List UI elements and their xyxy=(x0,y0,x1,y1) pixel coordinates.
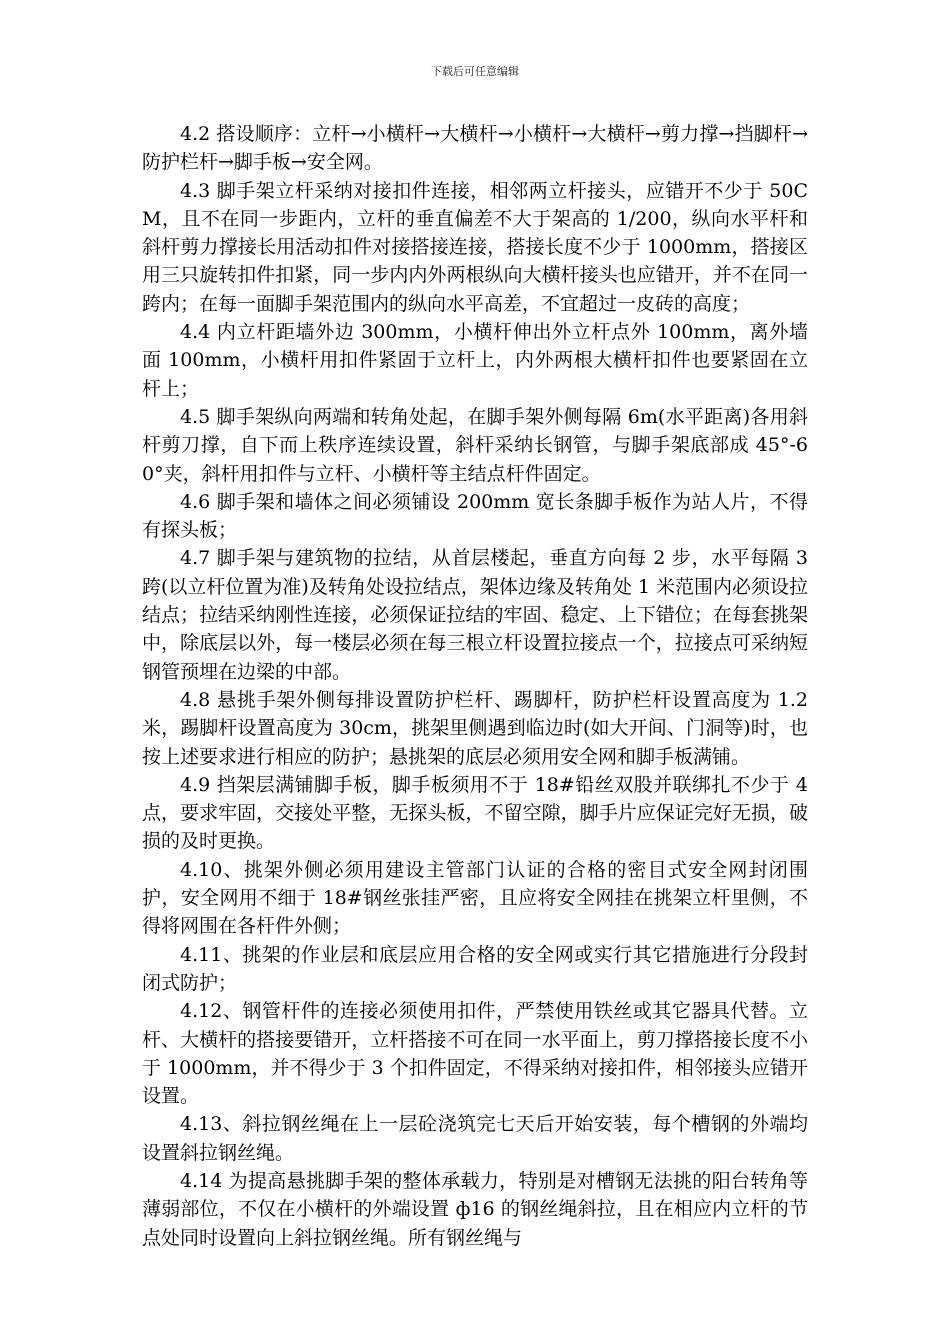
document-body xyxy=(142,120,808,1252)
paragraph-4-13: 4.13、斜拉钢丝绳在上一层砼浇筑完七天后开始安装，每个槽钢的外端均设置斜拉钢丝绳。 xyxy=(142,1113,808,1164)
paragraph-4-12: 4.12、钢管杆件的连接必须使用扣件，严禁使用铁丝或其它器具代替。立杆、大横杆的搭接要错开，立杆搭接不可在同一水平面上，剪刀撑搭接长度不小于 1000mm，并不得少于 3 个扣件固定，不得采纳对接扣件，相邻接头应错开设置。 xyxy=(142,1000,808,1108)
page-header: 下载后可任意编辑 xyxy=(431,65,519,78)
paragraph-4-11: 4.11、挑架的作业层和底层应用合格的安全网或实行其它措施进行分段封闭式防护； xyxy=(142,943,808,994)
paragraph-4-7: 4.7 脚手架与建筑物的拉结，从首层楼起，垂直方向每 2 步，水平每隔 3 跨(以立杆位置为准)及转角处设拉结点，架体边缘及转角处 1 米范围内必须设拉结点；拉结采纳刚性连接，必须保证拉结的牢固、稳定、上下错位；在每套挑架中，除底层以外，每一楼层必须在每三根立杆设置拉接点一个，拉接点可采纳短钢管预埋在边梁的中部。 xyxy=(142,547,808,683)
paragraph-4-10: 4.10、挑架外侧必须用建设主管部门认证的合格的密目式安全网封闭围护，安全网用不细于 18#钢丝张挂严密，且应将安全网挂在挑架立杆里侧，不得将网围在各杆件外侧； xyxy=(142,858,808,938)
paragraph-4-4: 4.4 内立杆距墙外边 300mm，小横杆伸出外立杆点外 100mm，离外墙面 100mm，小横杆用扣件紧固于立杆上，内外两根大横杆扣件也要紧固在立杆上； xyxy=(142,321,808,400)
paragraph-4-6: 4.6 脚手架和墙体之间必须铺设 200mm 宽长条脚手板作为站人片，不得有探头板； xyxy=(142,490,808,542)
paragraph-4-14: 4.14 为提高悬挑脚手架的整体承载力，特别是对槽钢无法挑的阳台转角等薄弱部位，不仅在小横杆的外端设置 ф16 的钢丝绳斜拉，且在相应内立杆的节点处同时设置向上斜拉钢丝绳。所有钢丝绳与 xyxy=(142,1169,808,1249)
paragraph-4-5: 4.5 脚手架纵向两端和转角处起，在脚手架外侧每隔 6m(水平距离)各用斜杆剪刀撑，自下而上秩序连续设置，斜杆采纳长钢管，与脚手架底部成 45°-60°夹，斜杆用扣件与立杆、小横杆等主结点杆件固定。 xyxy=(142,405,808,485)
paragraph-4-3: 4.3 脚手架立杆采纳对接扣件连接，相邻两立杆接头，应错开不少于 50CM，且不在同一步距内，立杆的垂直偏差不大于架高的 1/200，纵向水平杆和斜杆剪力撑接长用活动扣件对接搭接连接，搭接长度不少于 1000mm，搭接区用三只旋转扣件扣紧，同一步内内外两根纵向大横杆接头也应错开，并不在同一跨内；在每一面脚手架范围内的纵向水平高差，不宜超过一皮砖的高度； xyxy=(142,179,808,315)
paragraph-4-8: 4.8 悬挑手架外侧每排设置防护栏杆、踢脚杆，防护栏杆设置高度为 1.2 米，踢脚杆设置高度为 30cm，挑架里侧遇到临边时(如大开间、门洞等)时，也按上述要求进行相应的防护；悬挑架的底层必须用安全网和脚手板满铺。 xyxy=(142,688,808,768)
paragraph-4-9: 4.9 挡架层满铺脚手板，脚手板须用不于 18#铅丝双股并联绑扎不少于 4 点，要求牢固，交接处平整，无探头板，不留空隙，脚手片应保证完好无损，破损的及时更换。 xyxy=(142,773,808,853)
paragraph-4-2: 4.2 搭设顺序：立杆→小横杆→大横杆→小横杆→大横杆→剪力撑→挡脚杆→防护栏杆→脚手板→安全网。 xyxy=(142,123,808,174)
